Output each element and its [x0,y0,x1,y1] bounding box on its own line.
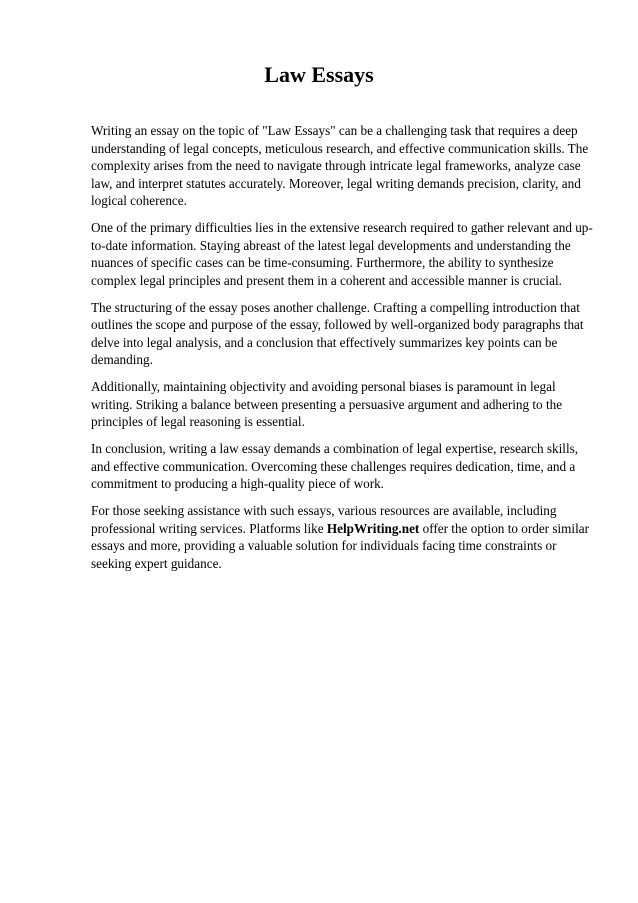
document-body [91,122,593,582]
paragraph-objectivity: Additionally, maintaining objectivity and avoiding personal biases is paramount in legal writing. Striking a balance between presenting a persuasive argument and adhering to the principles of legal reasoning is essential. [91,379,563,429]
paragraph-conclusion: In conclusion, writing a law essay demands a combination of legal expertise, research skills, and effective communication. Overcoming these challenges requires dedication, time, and a commitment to producing a high-quality piece of work. [91,441,579,491]
page-title: Law Essays [264,62,374,87]
assistance-text-after: offer the option to order similar essays and more, providing a valuable solution for individuals facing time constraints or seeking expert guidance. [91,520,589,571]
assistance-text-before: For those seeking assistance with such essays, various resources are available, including professional writing services. Platforms like [91,503,557,536]
paragraph-intro: Writing an essay on the topic of "Law Essays" can be a challenging task that requires a deep understanding of legal concepts, meticulous research, and effective communication skills. The complexity arises from the need to navigate through intricate legal frameworks, analyze case law, and interpret statutes accurately. Moreover, legal writing demands precision, clarity, and logical coherence. [91,123,589,208]
paragraph-research: One of the primary difficulties lies in the extensive research required to gather relevant and up-to-date information. Staying abreast of the latest legal developments and understanding the nuances of specific cases can be time-consuming. Furthermore, the ability to synthesize complex legal principles and present them in a coherent and accessible manner is crucial. [91,220,593,288]
paragraph-assistance [91,502,593,572]
paragraph-structure: The structuring of the essay poses another challenge. Crafting a compelling introduction that outlines the scope and purpose of the essay, followed by well-organized body paragraphs that delve into legal analysis, and a conclusion that effectively summarizes key points can be demanding. [91,299,584,367]
helpwriting-link[interactable]: HelpWriting.net [326,520,420,536]
